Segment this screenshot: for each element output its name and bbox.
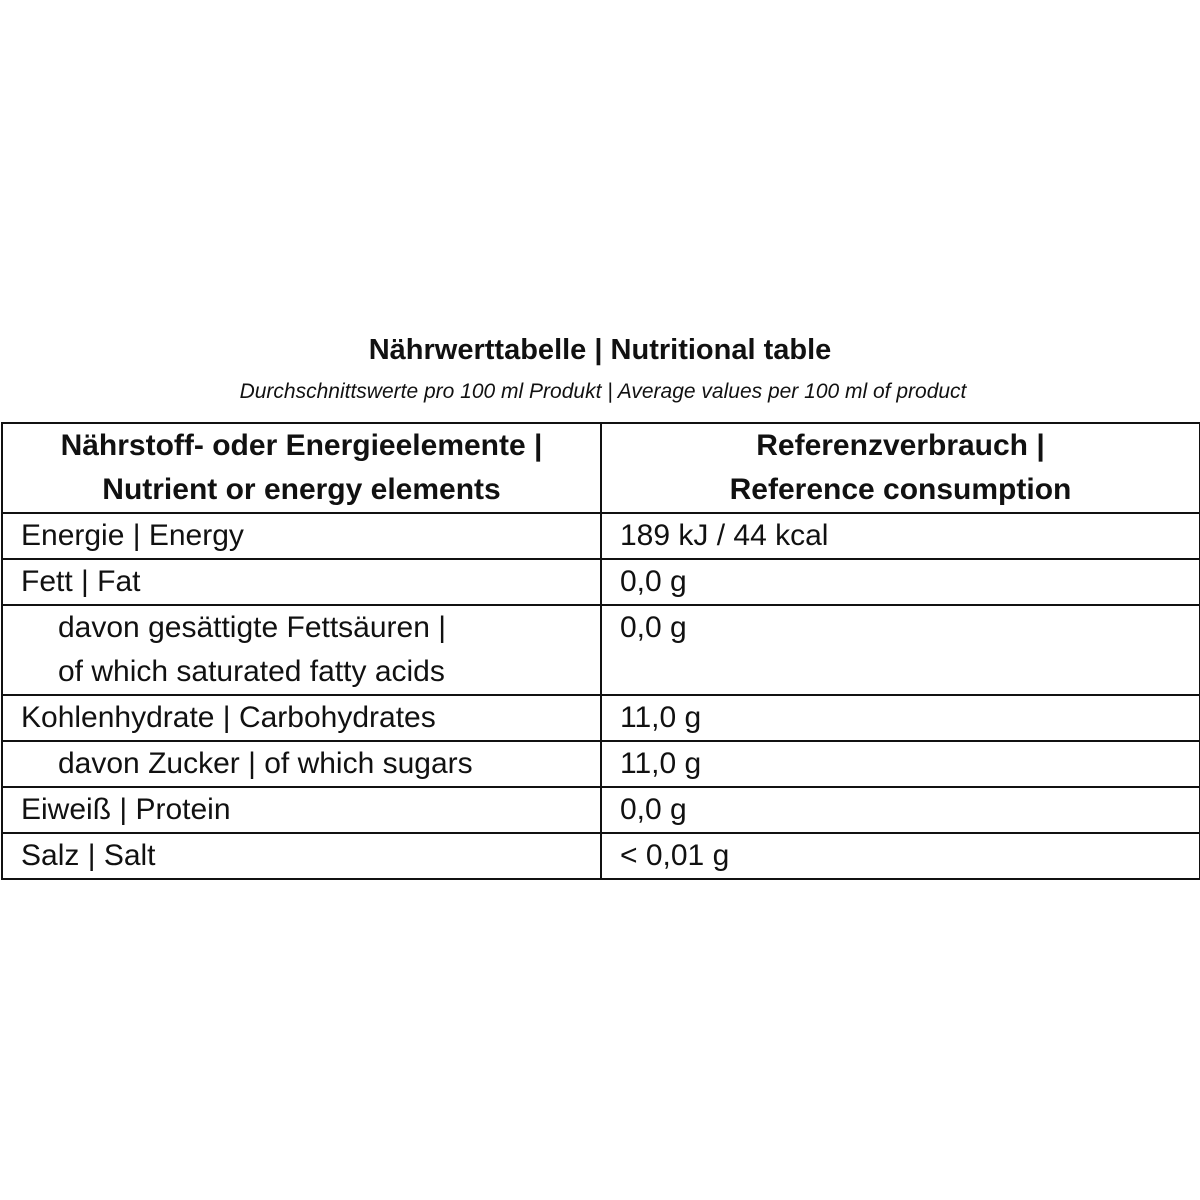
row-label-de: davon gesättigte Fettsäuren | <box>58 611 447 644</box>
row-value: < 0,01 g <box>601 833 1200 879</box>
header-nutrient-en: Nutrient or energy elements <box>102 473 501 506</box>
header-nutrient <box>2 423 601 513</box>
table-row <box>2 605 1200 695</box>
row-value: 0,0 g <box>601 605 1200 695</box>
table-row <box>2 559 1200 605</box>
row-value: 11,0 g <box>601 741 1200 787</box>
table-title: Nährwerttabelle | Nutritional table <box>368 334 832 366</box>
nutrition-table <box>1 422 1200 880</box>
row-label: Eiweiß | Protein <box>2 787 601 833</box>
row-value: 189 kJ / 44 kcal <box>601 513 1200 559</box>
row-label: davon Zucker | of which sugars <box>2 741 601 787</box>
header-nutrient-de: Nährstoff- oder Energieelemente | <box>60 429 543 462</box>
table-row <box>2 695 1200 741</box>
table-subtitle: Durchschnittswerte pro 100 ml Produkt | Average values per 100 ml of product <box>239 380 967 403</box>
table-row <box>2 833 1200 879</box>
header-reference-en: Reference consumption <box>729 473 1072 506</box>
row-value: 11,0 g <box>601 695 1200 741</box>
row-value: 0,0 g <box>601 559 1200 605</box>
table-row <box>2 513 1200 559</box>
row-label-en: of which saturated fatty acids <box>58 655 445 688</box>
header-reference <box>601 423 1200 513</box>
row-label <box>2 605 601 695</box>
row-label: Energie | Energy <box>2 513 601 559</box>
table-row <box>2 787 1200 833</box>
row-label: Fett | Fat <box>2 559 601 605</box>
row-label: Kohlenhydrate | Carbohydrates <box>2 695 601 741</box>
row-value: 0,0 g <box>601 787 1200 833</box>
header-reference-de: Referenzverbrauch | <box>756 429 1045 462</box>
table-row <box>2 741 1200 787</box>
table-header-row <box>2 423 1200 513</box>
row-label: Salz | Salt <box>2 833 601 879</box>
